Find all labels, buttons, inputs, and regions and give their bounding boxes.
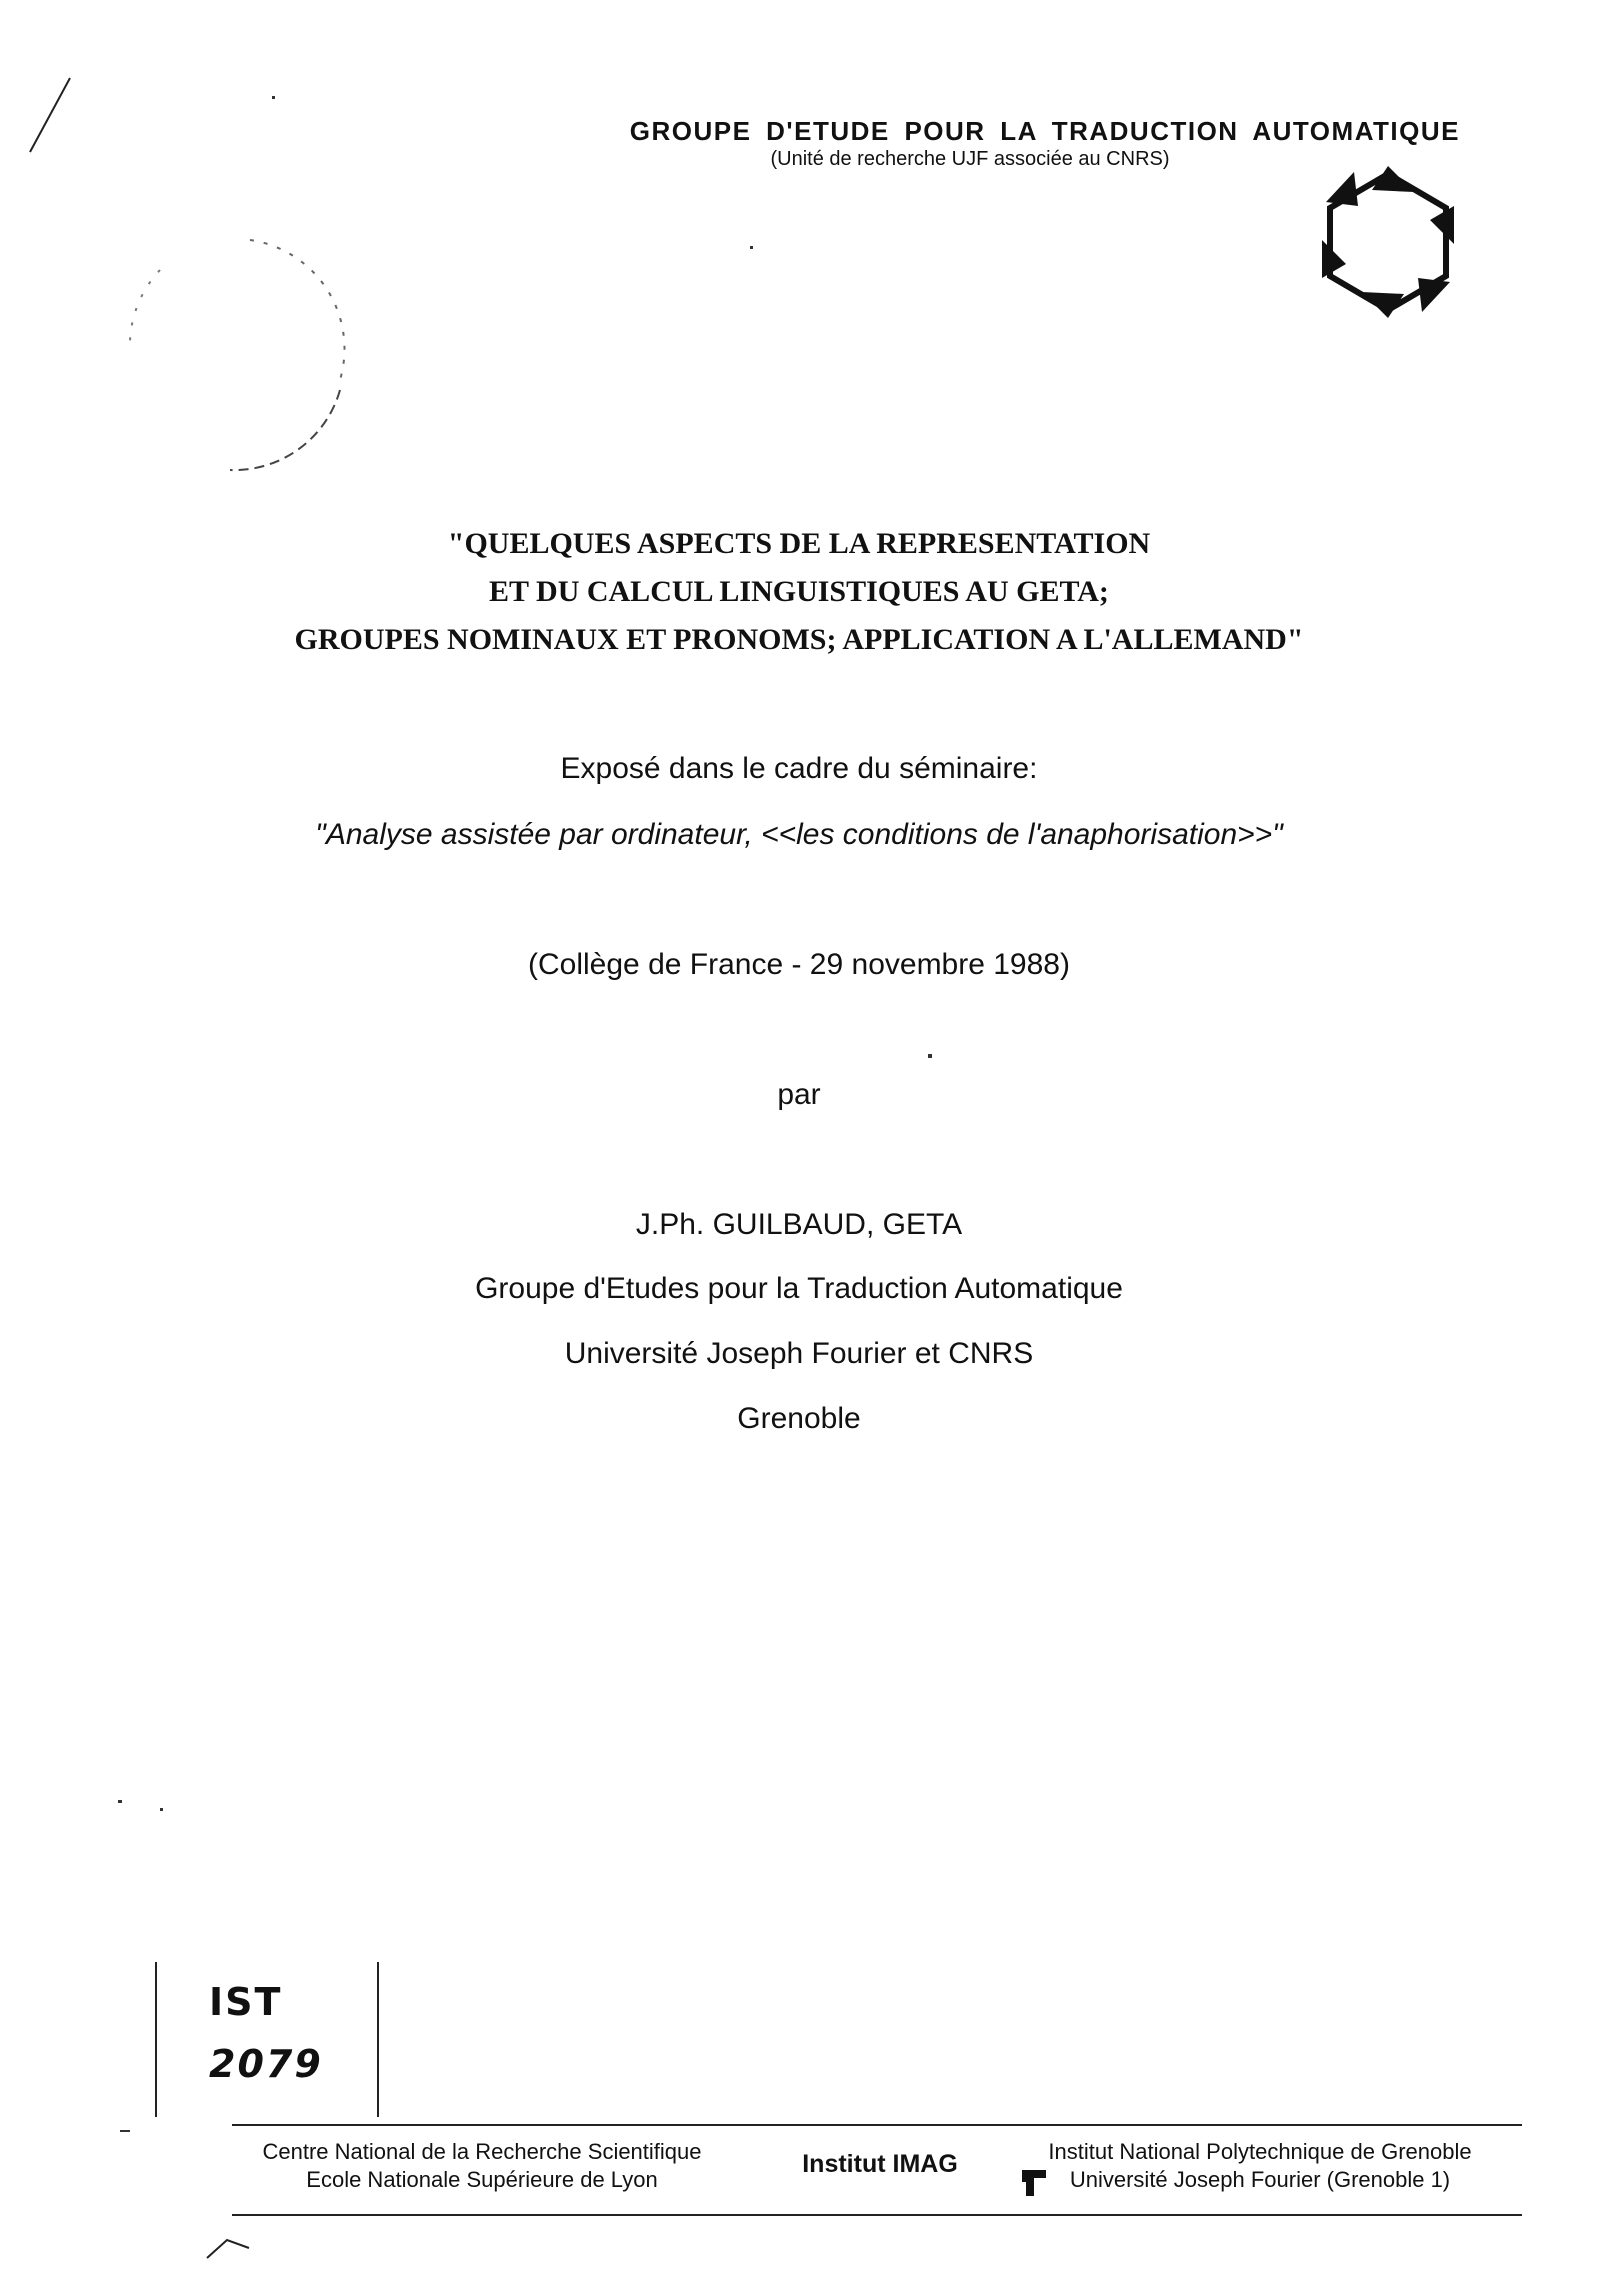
author-city: Grenoble [737, 1402, 861, 1435]
stamp-code: IST [209, 1980, 283, 2024]
author-name: J.Ph. GUILBAUD, GETA [635, 1208, 963, 1241]
library-stamp [155, 1962, 379, 2117]
pen-mark [20, 70, 80, 160]
document-title [0, 520, 1598, 664]
organization-subtitle: (Unité de recherche UJF associée au CNRS) [770, 148, 1170, 170]
author-group: Groupe d'Etudes pour la Traduction Automatique [475, 1272, 1123, 1305]
faint-circle-mark [100, 220, 380, 480]
seminar-intro: Exposé dans le cadre du séminaire: [560, 752, 1038, 785]
hexagon-star-logo [1318, 162, 1458, 322]
footer-top-rule [232, 2124, 1522, 2126]
footer-right-line: Institut National Polytechnique de Grenoble [1048, 2139, 1472, 2164]
by-label: par [777, 1078, 821, 1111]
seminar-name: "Analyse assistée par ordinateur, <<les conditions de l'anaphorisation>>" [315, 818, 1283, 851]
pen-mark [205, 2232, 255, 2262]
footer-right [1020, 2138, 1500, 2194]
footer-right-line: Université Joseph Fourier (Grenoble 1) [1069, 2167, 1451, 2192]
title-line: ET DU CALCUL LINGUISTIQUES AU GETA; [489, 575, 1109, 608]
venue-date: (Collège de France - 29 novembre 1988) [528, 948, 1070, 981]
footer-left-line: Ecole Nationale Supérieure de Lyon [306, 2167, 658, 2192]
title-line: "QUELQUES ASPECTS DE LA REPRESENTATION [447, 527, 1151, 560]
footer-bottom-rule [232, 2214, 1522, 2216]
author-university: Université Joseph Fourier et CNRS [564, 1337, 1034, 1370]
inpg-logo-icon [1020, 2166, 1048, 2198]
organization-title: GROUPE D'ETUDE POUR LA TRADUCTION AUTOMATIQUE [629, 116, 1460, 146]
title-line: GROUPES NOMINAUX ET PRONOMS; APPLICATION A L'ALLEMAND" [294, 623, 1304, 656]
footer-institute: Institut IMAG [802, 2150, 958, 2178]
footer-left [232, 2138, 732, 2194]
stamp-number: 2079 [209, 2042, 323, 2086]
footer-left-line: Centre National de la Recherche Scientifique [262, 2139, 702, 2164]
